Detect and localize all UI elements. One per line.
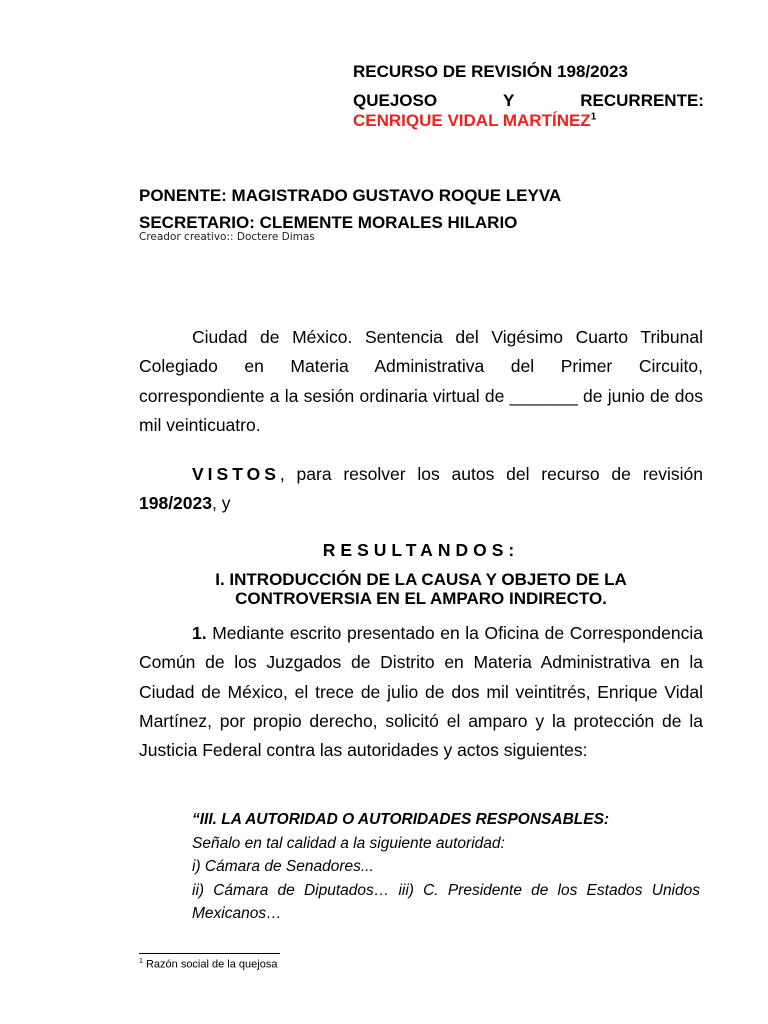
footnote-number: 1 xyxy=(139,958,143,965)
section-title xyxy=(139,570,703,608)
quote-line-3: ii) Cámara de Diputados… iii) C. Presidente de los Estados Unidos Mexicanos… xyxy=(192,881,700,922)
intro-paragraph: Ciudad de México. Sentencia del Vigésimo Cuarto Tribunal Colegiado en Materia Administrativa del Primer Circuito, correspondiente a la sesión ordinaria virtual de _______ de junio de dos mil veinticuatro. xyxy=(139,327,703,435)
vistos-text-b: , y xyxy=(212,493,231,514)
quote-line-1: Señalo en tal calidad a la siguiente autoridad: xyxy=(192,834,505,852)
item-1-paragraph xyxy=(139,619,703,765)
case-prefix: RECURSO DE REVISIÓN xyxy=(353,62,558,81)
footnote-text: Razón social de la quejosa xyxy=(142,958,278,971)
section-title-line-1: I. INTRODUCCIÓN DE LA CAUSA Y OBJETO DE LA xyxy=(215,570,627,589)
vistos-case-number: 198/2023 xyxy=(139,493,212,514)
footnote-separator xyxy=(139,953,280,954)
quote-title: “III. LA AUTORIDAD O AUTORIDADES RESPONSABLES: xyxy=(192,811,610,828)
y-word: Y xyxy=(503,91,515,110)
recurrente-word: RECURRENTE: xyxy=(580,91,704,110)
case-number: 198/2023 xyxy=(557,62,628,81)
quejoso-name-line xyxy=(353,109,704,133)
creator-credit: Creador creativo:: Doctere Dimas xyxy=(139,231,315,243)
item-text: Mediante escrito presentado en la Oficina de Correspondencia Común de los Juzgados de Distrito en Materia Administrativa en la Ciudad de México, el trece de julio de dos mil veintitrés, Enrique Vidal Martínez, por propio derecho, solicitó el amparo y la protección de la Justicia Federal contra las autoridades y actos siguientes: xyxy=(139,623,703,761)
section-title-line-2: CONTROVERSIA EN EL AMPARO INDIRECTO. xyxy=(235,589,607,608)
item-number: 1. xyxy=(192,623,207,643)
quote-line-2: i) Cámara de Senadores... xyxy=(192,858,374,875)
ponente-line: PONENTE: MAGISTRADO GUSTAVO ROQUE LEYVA xyxy=(139,186,562,205)
footnote-reference[interactable]: 1 xyxy=(590,111,597,123)
quejoso-word: QUEJOSO xyxy=(353,91,438,110)
case-number-line xyxy=(353,60,704,84)
footnote xyxy=(139,958,277,971)
quejoso-name: CENRIQUE VIDAL MARTÍNEZ xyxy=(353,111,591,130)
resultandos-heading: RESULTANDOS: xyxy=(322,540,520,560)
quote-block xyxy=(192,808,700,926)
vistos-paragraph xyxy=(139,460,703,519)
vistos-label: VISTOS xyxy=(192,464,280,484)
secretario-line: SECRETARIO: CLEMENTE MORALES HILARIO xyxy=(139,213,518,232)
vistos-text-a: , para resolver los autos del recurso de revisión xyxy=(279,464,703,484)
